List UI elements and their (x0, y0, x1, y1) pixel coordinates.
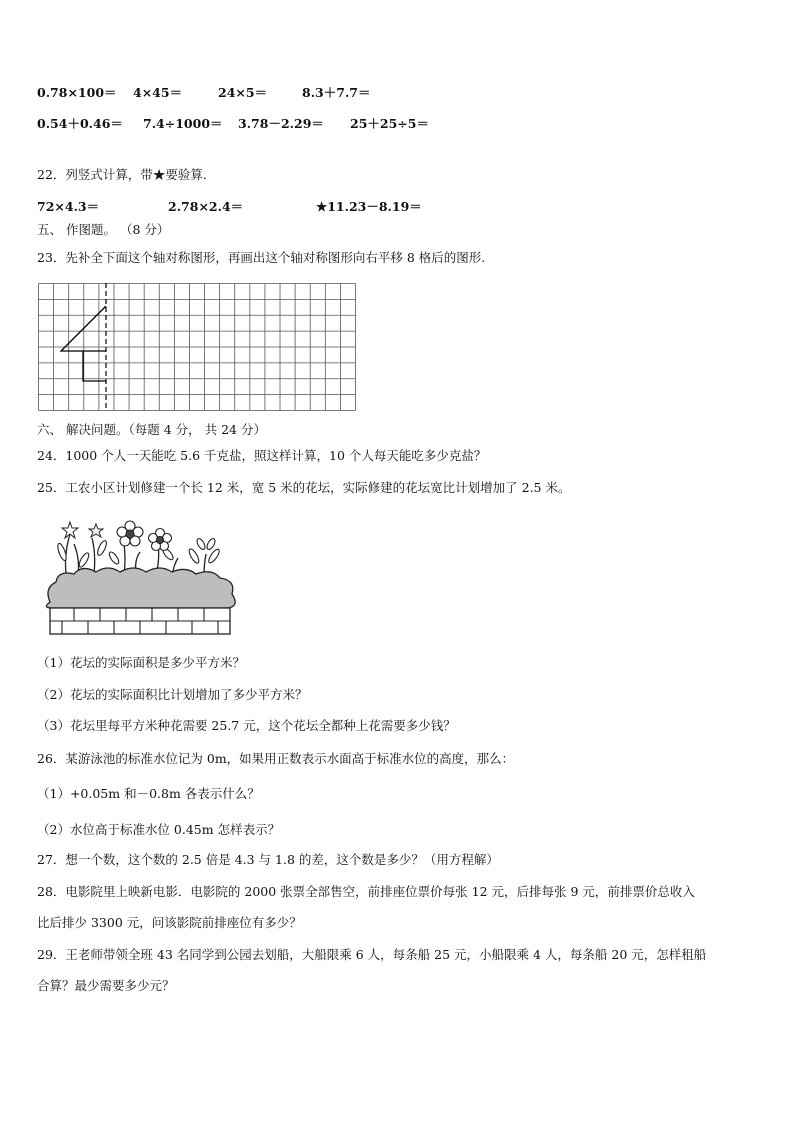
question-28-line2: 比后排少 3300 元，问该影院前排座位有多少？ (37, 915, 302, 930)
section-heading: 五、 作图题。 （8 分） (37, 222, 170, 237)
question-25-sub1: （1）花坛的实际面积是多少平方米？ (37, 655, 245, 670)
calc-item: 0.78×100＝ (37, 85, 117, 100)
calc-item: 7.4÷1000＝ (143, 116, 223, 131)
question-27: 27．想一个数，这个数的 2.5 倍是 4.3 与 1.8 的差，这个数是多少？（用方程解） (37, 852, 499, 867)
section-heading: 六、 解决问题。（每题 4 分， 共 24 分） (37, 422, 266, 437)
question-29-line1: 29．王老师带领全班 43 名同学到公园去划船，大船限乘 6 人，每条船 25 元，小船限乘 4 人，每条船 20 元，怎样租船 (37, 947, 707, 962)
vertical-calc-item: ★11.23－8.19＝ (316, 199, 422, 214)
calc-item: 4×45＝ (133, 85, 183, 100)
question-25-sub3: （3）花坛里每平方米种花需要 25.7 元，这个花坛全都种上花需要多少钱？ (37, 718, 456, 733)
question-23: 23．先补全下面这个轴对称图形，再画出这个轴对称图形向右平移 8 格后的图形. (37, 250, 486, 265)
question-25: 25．工农小区计划修建一个长 12 米，宽 5 米的花坛，实际修建的花坛宽比计划增加了 2.5 米。 (37, 480, 571, 495)
question-22: 22．列竖式计算，带★要验算． (37, 167, 216, 182)
question-28-line1: 28．电影院里上映新电影．电影院的 2000 张票全部售空，前排座位票价每张 12 元，后排每张 9 元，前排票价总收入 (37, 884, 695, 899)
question-29-line2: 合算？最少需要多少元？ (37, 978, 175, 993)
calc-item: 3.78－2.29＝ (238, 116, 324, 131)
calc-item: 0.54＋0.46＝ (37, 116, 123, 131)
half-figure-base (83, 351, 106, 381)
flower-bed-illustration (44, 514, 240, 636)
question-26-sub1: （1）+0.05m 和－0.8m 各表示什么？ (37, 786, 260, 801)
calc-item: 25＋25÷5＝ (350, 116, 429, 131)
calc-item: 8.3＋7.7＝ (302, 85, 371, 100)
question-25-sub2: （2）花坛的实际面积比计划增加了多少平方米？ (37, 687, 308, 702)
vertical-calc-item: 2.78×2.4＝ (168, 199, 244, 214)
vertical-calc-item: 72×4.3＝ (37, 199, 100, 214)
question-24: 24．1000 个人一天能吃 5.6 千克盐，照这样计算，10 个人每天能吃多少克盐？ (37, 448, 487, 463)
question-26: 26．某游泳池的标准水位记为 0m，如果用正数表示水面高于标准水位的高度，那么： (37, 751, 515, 766)
calc-item: 24×5＝ (218, 85, 268, 100)
drawing-grid (38, 283, 356, 411)
question-26-sub2: （2）水位高于标准水位 0.45m 怎样表示？ (37, 822, 281, 837)
